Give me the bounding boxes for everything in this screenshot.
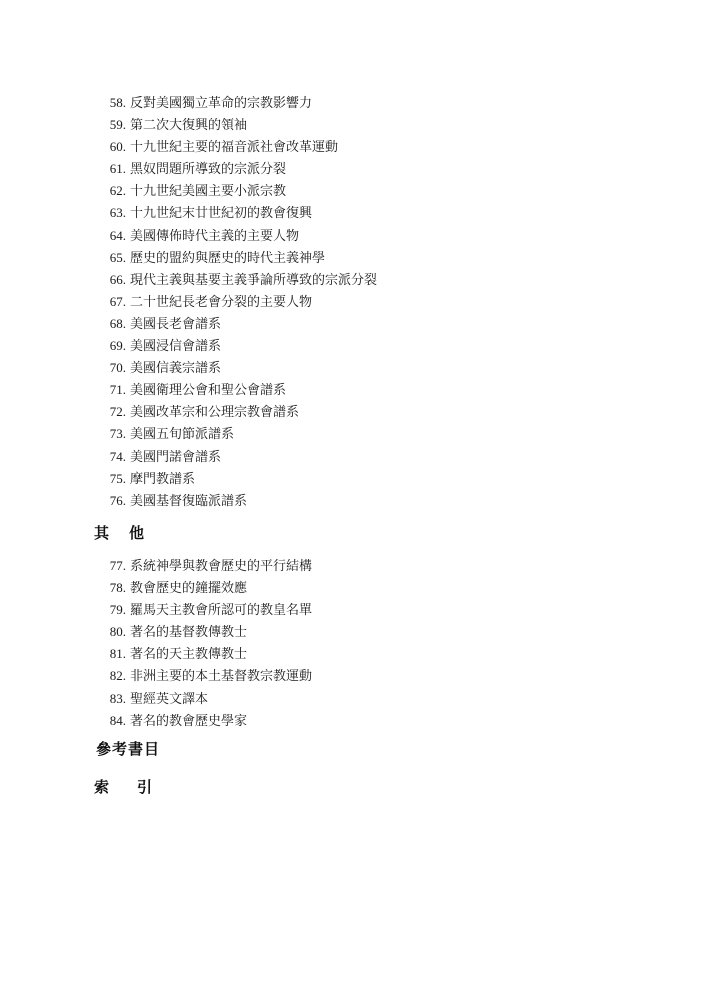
entry-number: 66. <box>109 271 126 287</box>
entry-title: 歷史的盟約與歷史的時代主義神學 <box>130 250 326 266</box>
entry-number: 69. <box>109 338 126 354</box>
entry-number: 62. <box>109 183 126 199</box>
entry-number: 79. <box>109 602 126 618</box>
entry-number: 77. <box>109 558 126 573</box>
entry-number: 65. <box>109 249 126 265</box>
toc-entry <box>102 180 662 202</box>
entry-title: 美國門諾會譜系 <box>130 449 222 465</box>
toc-entry <box>102 313 662 335</box>
toc-entry <box>102 136 662 158</box>
entry-title: 二十世紀長老會分裂的主要人物 <box>130 294 313 310</box>
entry-number: 64. <box>109 227 126 243</box>
entry-title: 黑奴問題所導致的宗派分裂 <box>130 162 287 178</box>
toc-entry <box>102 577 662 599</box>
entry-title: 系統神學與教會歷史的平行結構 <box>130 559 313 574</box>
toc-entry <box>102 269 662 291</box>
toc-entry <box>102 643 662 665</box>
entry-number: 60. <box>109 139 126 155</box>
toc-entry <box>102 202 662 224</box>
toc-entry <box>102 599 662 621</box>
entry-number: 74. <box>109 448 126 464</box>
entry-number: 72. <box>109 404 126 420</box>
toc-entry <box>102 688 662 710</box>
entry-number: 75. <box>109 470 126 486</box>
entry-title: 摩門教譜系 <box>130 471 196 487</box>
toc-entry <box>102 401 662 423</box>
entry-title: 羅馬天主教會所認可的教皇名單 <box>130 603 313 619</box>
entry-number: 59. <box>109 117 126 133</box>
toc-entry <box>102 291 662 313</box>
toc-entry <box>102 335 662 357</box>
entry-title: 非洲主要的本土基督教宗教運動 <box>130 669 313 685</box>
entry-number: 68. <box>109 315 126 331</box>
entry-title: 現代主義與基要主義爭論所導致的宗派分裂 <box>130 272 378 288</box>
section-heading-bibliography: 參考書目 <box>96 740 161 758</box>
entry-number: 63. <box>109 205 126 221</box>
toc-section-other <box>102 555 662 732</box>
toc-entry <box>102 665 662 687</box>
entry-number: 76. <box>109 492 126 508</box>
toc-entry <box>102 555 662 577</box>
toc-entry <box>102 468 662 490</box>
entry-title: 美國五旬節派譜系 <box>130 427 235 443</box>
toc-entry <box>102 379 662 401</box>
toc-entry <box>102 225 662 247</box>
toc-entry <box>102 247 662 269</box>
entry-title: 十九世紀主要的福音派社會改革運動 <box>130 140 339 156</box>
entry-title: 美國改革宗和公理宗教會譜系 <box>130 405 300 421</box>
entry-title: 美國長老會譜系 <box>130 316 222 332</box>
entry-number: 81. <box>109 646 126 662</box>
entry-number: 80. <box>109 624 126 640</box>
entry-number: 83. <box>109 690 126 706</box>
entry-title: 美國基督復臨派譜系 <box>130 493 248 509</box>
section-heading-other: 其他 <box>94 524 165 542</box>
toc-entry <box>102 92 662 114</box>
entry-title: 教會歷史的鐘擺效應 <box>130 581 248 597</box>
entry-title: 聖經英文譯本 <box>130 691 209 707</box>
entry-number: 84. <box>109 712 126 728</box>
entry-number: 61. <box>109 161 126 177</box>
toc-entry <box>102 158 662 180</box>
entry-number: 82. <box>109 668 126 684</box>
section-heading-index: 索引 <box>94 778 181 796</box>
entry-title: 反對美國獨立革命的宗教影響力 <box>130 96 313 111</box>
entry-number: 58. <box>109 95 126 110</box>
toc-entry <box>102 357 662 379</box>
entry-number: 73. <box>109 426 126 442</box>
entry-title: 著名的基督教傳教士 <box>130 625 248 641</box>
entry-number: 70. <box>109 360 126 376</box>
entry-title: 美國浸信會譜系 <box>130 339 222 355</box>
toc-entry <box>102 710 662 732</box>
toc-entry <box>102 423 662 445</box>
entry-title: 美國衛理公會和聖公會譜系 <box>130 383 287 399</box>
toc-entry <box>102 114 662 136</box>
entry-title: 美國信義宗譜系 <box>130 361 222 377</box>
entry-number: 71. <box>109 382 126 398</box>
entry-number: 67. <box>109 293 126 309</box>
toc-section-charts <box>102 92 662 512</box>
entry-title: 著名的天主教傳教士 <box>130 647 248 663</box>
toc-entry <box>102 446 662 468</box>
entry-title: 十九世紀末廿世紀初的教會復興 <box>130 206 313 222</box>
entry-title: 第二次大復興的領袖 <box>130 118 248 134</box>
toc-entry <box>102 490 662 512</box>
toc-entry <box>102 621 662 643</box>
entry-title: 美國傳佈時代主義的主要人物 <box>130 228 300 244</box>
entry-title: 著名的教會歷史學家 <box>130 713 248 729</box>
entry-title: 十九世紀美國主要小派宗教 <box>130 184 287 200</box>
entry-number: 78. <box>109 580 126 596</box>
